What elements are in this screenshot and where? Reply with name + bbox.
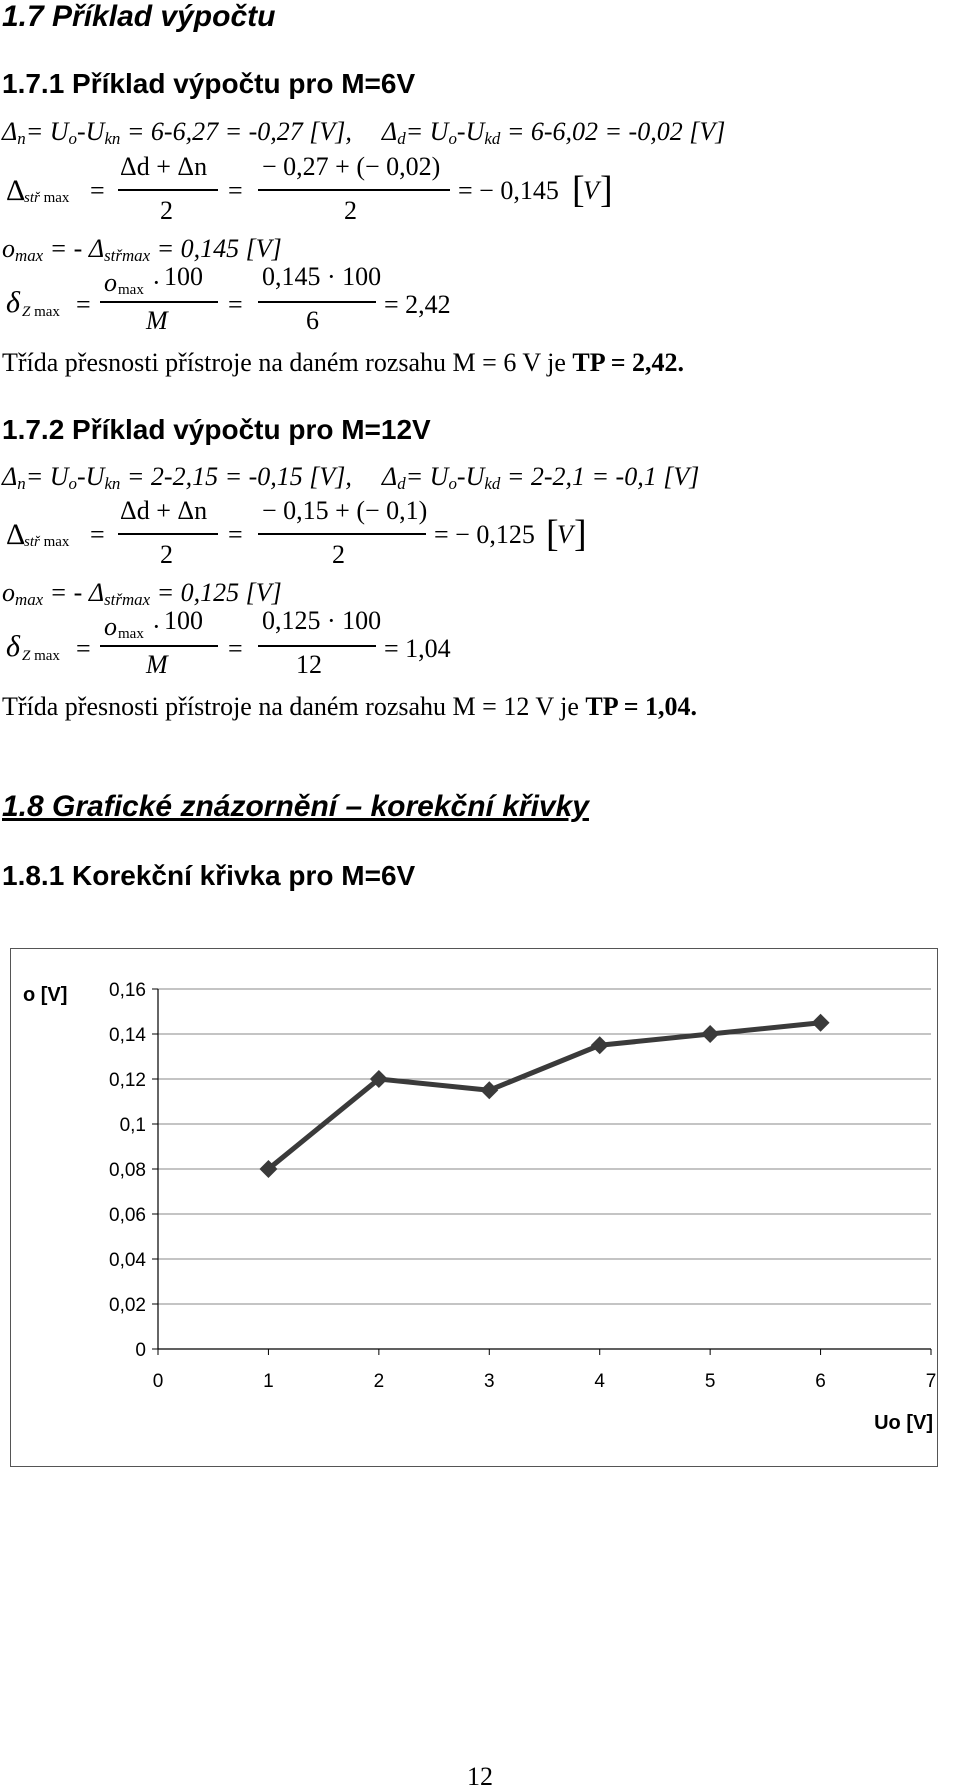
y-tick-label: 0,16 bbox=[109, 980, 146, 1001]
y-axis-label: o [V] bbox=[23, 984, 68, 1006]
ex1-delta-n-value: = 6-6,27 = -0,27 [V], bbox=[120, 117, 352, 146]
x-tick-label: 1 bbox=[263, 1371, 274, 1392]
subsection-heading-1-7-1: 1.7.1 Příklad výpočtu pro M=6V bbox=[2, 68, 416, 99]
data-point-marker bbox=[701, 1025, 719, 1043]
section-heading-1-7: 1.7 Příklad výpočtu bbox=[2, 0, 276, 33]
data-point-marker bbox=[812, 1014, 830, 1032]
ex1-omax-line: $o_{max}$ = - $\Delta_{střmax} = 0,145$ [V] bbox=[2, 234, 282, 266]
ex1-str-num-sym: Δd + Δn bbox=[120, 152, 208, 181]
subsection-heading-1-8-1: 1.8.1 Korekční křivka pro M=6V bbox=[2, 860, 416, 891]
ex1-dz-num-val: 0,145 · 100 bbox=[262, 262, 382, 291]
ex1-str-num-val: − 0,27 + (− 0,02) bbox=[262, 152, 441, 181]
ex1-class-text: Třída přesnosti přístroje na daném rozsahu M = 6 V je bbox=[2, 348, 573, 377]
ex2-delta-z-formula: δ Z max = o max · 100 M = 0,125 · 100 12 = 1,04 bbox=[6, 606, 451, 679]
ex2-str-result: = − 0,125 bbox=[434, 520, 535, 549]
y-tick-label: 0,12 bbox=[109, 1070, 146, 1091]
x-tick-label: 3 bbox=[483, 1371, 495, 1392]
x-tick-label: 6 bbox=[815, 1371, 826, 1392]
ex1-str-max-formula: Δ stř max = Δd + Δn 2 = − 0,27 + (− 0,02) 2 = − 0,145 [ V ] bbox=[6, 152, 613, 225]
ex2-omax-line: $o_{max}$ = - $\Delta_{střmax} = 0,125$ [V] bbox=[2, 578, 282, 610]
ex2-dz-num-sym: o bbox=[104, 612, 117, 641]
ex2-str-den-2: 2 bbox=[332, 540, 345, 569]
section-heading-1-8-text: 1.8 Grafické znázornění – korekční křivky bbox=[2, 790, 589, 823]
y-tick-label: 0,1 bbox=[119, 1115, 146, 1136]
y-tick-label: 0,04 bbox=[109, 1250, 146, 1271]
ex2-delta-d-value: = 2-2,1 = -0,1 [V] bbox=[500, 462, 700, 491]
ex1-delta-line: $\Delta_n= U_o-U_{kn} = 6-6,27 = -0,27$ [V], $\Delta_d= U_o-U_{kd} = 6-6,02 = -0,02$ [V] bbox=[2, 117, 726, 149]
y-tick-label: 0,06 bbox=[109, 1205, 146, 1226]
ex1-dz-num-sym: o bbox=[104, 268, 117, 297]
series-line bbox=[268, 1023, 820, 1169]
ex1-dz-num-100: 100 bbox=[164, 262, 203, 291]
ex2-dz-num-100: 100 bbox=[164, 606, 203, 635]
ex1-omax-value: = 0,145 [V] bbox=[150, 234, 282, 263]
ex1-class-sentence bbox=[2, 348, 684, 378]
ex2-class-text: Třída přesnosti přístroje na daném rozsahu M = 12 V je bbox=[2, 692, 586, 721]
ex2-dz-den-val: 12 bbox=[296, 650, 322, 679]
x-tick-label: 0 bbox=[152, 1371, 164, 1392]
data-point-marker bbox=[480, 1081, 498, 1099]
ex1-str-den-2: 2 bbox=[344, 196, 357, 225]
subsection-heading-1-7-2: 1.7.2 Příklad výpočtu pro M=12V bbox=[2, 414, 431, 445]
ex2-class-value: TP = 1,04. bbox=[585, 692, 698, 721]
ex2-str-num-sym: Δd + Δn bbox=[120, 496, 208, 525]
ex1-dz-result: = 2,42 bbox=[384, 290, 451, 319]
y-tick-label: 0,08 bbox=[109, 1160, 146, 1181]
ex2-str-num-val: − 0,15 + (− 0,1) bbox=[262, 496, 428, 525]
data-point-marker bbox=[591, 1036, 609, 1054]
y-tick-label: 0,14 bbox=[109, 1025, 146, 1046]
ex2-dz-den-sym: M bbox=[146, 650, 168, 679]
ex2-class-sentence bbox=[2, 692, 697, 722]
x-tick-label: 5 bbox=[704, 1371, 716, 1392]
ex1-delta-d-value: = 6-6,02 = -0,02 [V] bbox=[500, 117, 726, 146]
x-tick-label: 7 bbox=[925, 1371, 936, 1392]
ex2-omax-value: = 0,125 [V] bbox=[150, 578, 282, 607]
ex2-dz-result: = 1,04 bbox=[384, 634, 451, 663]
x-tick-label: 2 bbox=[373, 1371, 385, 1392]
ex1-str-result: = − 0,145 bbox=[458, 176, 559, 205]
correction-curve-chart bbox=[10, 948, 938, 1467]
x-tick-label: 4 bbox=[594, 1371, 606, 1392]
ex1-dz-den-val: 6 bbox=[306, 306, 319, 335]
ex2-str-den: 2 bbox=[160, 540, 173, 569]
ex1-delta-z-formula: δ Z max = o max · 100 M = 0,145 · 100 6 = 2,42 bbox=[6, 262, 451, 335]
ex2-delta-line: $\Delta_n= U_o-U_{kn} = 2-2,15 = -0,15$ [V], $\Delta_d= U_o-U_{kd} = 2-2,1 = -0,1$ [V] bbox=[2, 462, 700, 494]
x-axis-label: Uo [V] bbox=[874, 1412, 933, 1434]
section-heading-1-8 bbox=[2, 790, 589, 824]
ex1-dz-den-sym: M bbox=[146, 306, 168, 335]
ex2-dz-num-val: 0,125 · 100 bbox=[262, 606, 382, 635]
ex1-str-den: 2 bbox=[160, 196, 173, 225]
y-tick-label: 0 bbox=[135, 1340, 146, 1361]
y-tick-label: 0,02 bbox=[109, 1295, 146, 1316]
ex1-class-value: TP = 2,42. bbox=[572, 348, 685, 377]
ex2-str-max-formula: Δ stř max = Δd + Δn 2 = − 0,15 + (− 0,1) 2 = − 0,125 [ V ] bbox=[6, 496, 587, 569]
ex2-delta-n-value: = 2-2,15 = -0,15 [V], bbox=[120, 462, 352, 491]
chart-svg bbox=[11, 949, 936, 1465]
page-number: 12 bbox=[467, 1762, 493, 1791]
